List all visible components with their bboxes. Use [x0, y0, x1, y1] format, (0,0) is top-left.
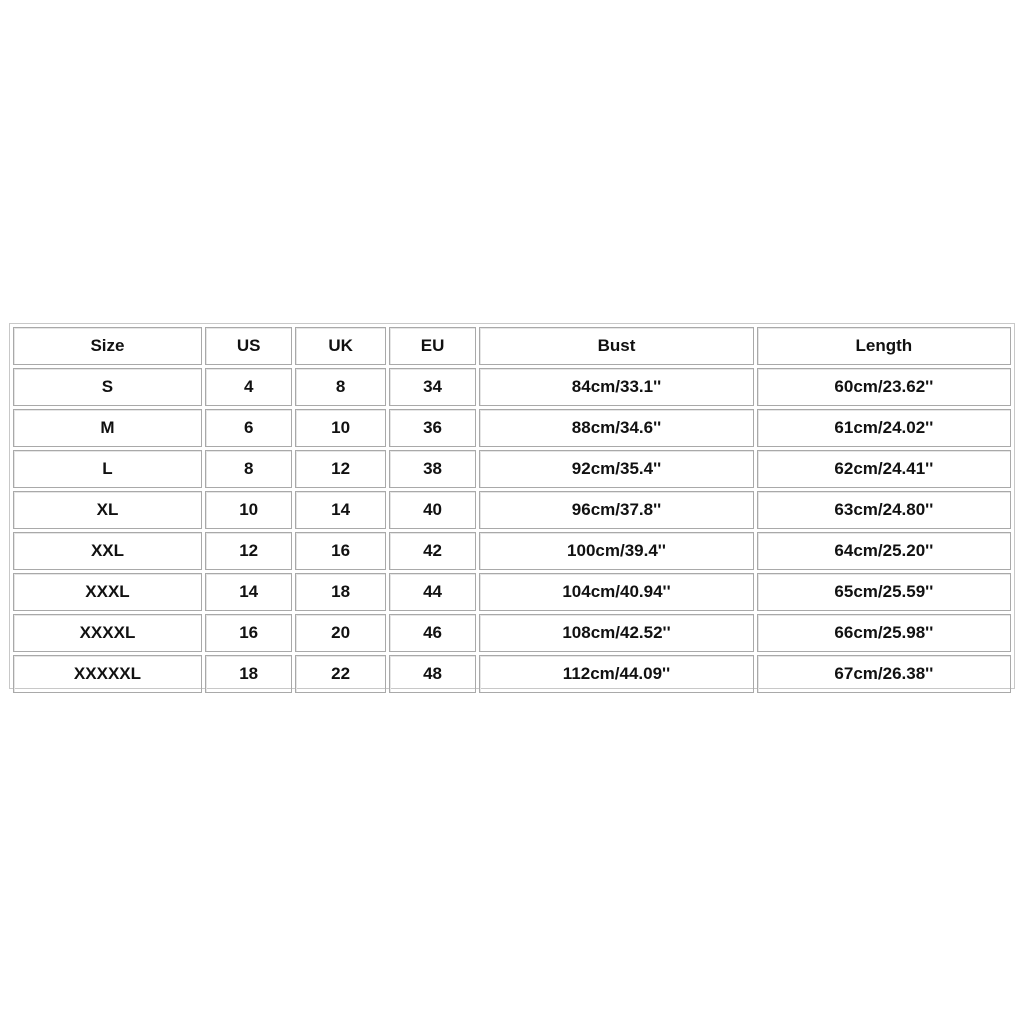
cell-bust: 104cm/40.94''	[479, 573, 753, 611]
table-row	[13, 532, 1011, 570]
header-bust: Bust	[479, 327, 753, 365]
cell-size: XXL	[13, 532, 202, 570]
cell-size: S	[13, 368, 202, 406]
cell-length: 60cm/23.62''	[757, 368, 1011, 406]
cell-us: 14	[205, 573, 292, 611]
header-eu: EU	[389, 327, 476, 365]
cell-eu: 34	[389, 368, 476, 406]
cell-length: 62cm/24.41''	[757, 450, 1011, 488]
cell-eu: 48	[389, 655, 476, 693]
cell-bust: 112cm/44.09''	[479, 655, 753, 693]
cell-size: XL	[13, 491, 202, 529]
cell-length: 65cm/25.59''	[757, 573, 1011, 611]
cell-uk: 12	[295, 450, 385, 488]
cell-uk: 18	[295, 573, 385, 611]
cell-uk: 8	[295, 368, 385, 406]
cell-bust: 108cm/42.52''	[479, 614, 753, 652]
table-row	[13, 491, 1011, 529]
cell-eu: 36	[389, 409, 476, 447]
table-row	[13, 368, 1011, 406]
size-table	[10, 324, 1014, 696]
cell-length: 61cm/24.02''	[757, 409, 1011, 447]
cell-eu: 42	[389, 532, 476, 570]
cell-length: 66cm/25.98''	[757, 614, 1011, 652]
cell-eu: 46	[389, 614, 476, 652]
cell-eu: 44	[389, 573, 476, 611]
table-row	[13, 614, 1011, 652]
cell-us: 6	[205, 409, 292, 447]
cell-uk: 10	[295, 409, 385, 447]
cell-length: 64cm/25.20''	[757, 532, 1011, 570]
cell-us: 18	[205, 655, 292, 693]
header-size: Size	[13, 327, 202, 365]
cell-eu: 40	[389, 491, 476, 529]
table-row	[13, 450, 1011, 488]
cell-bust: 92cm/35.4''	[479, 450, 753, 488]
cell-us: 16	[205, 614, 292, 652]
table-row	[13, 655, 1011, 693]
header-uk: UK	[295, 327, 385, 365]
header-us: US	[205, 327, 292, 365]
cell-size: XXXL	[13, 573, 202, 611]
size-chart	[9, 323, 1015, 689]
cell-size: M	[13, 409, 202, 447]
cell-uk: 22	[295, 655, 385, 693]
cell-eu: 38	[389, 450, 476, 488]
cell-uk: 16	[295, 532, 385, 570]
cell-uk: 20	[295, 614, 385, 652]
table-header-row	[13, 327, 1011, 365]
cell-us: 10	[205, 491, 292, 529]
cell-bust: 84cm/33.1''	[479, 368, 753, 406]
cell-uk: 14	[295, 491, 385, 529]
cell-size: XXXXXL	[13, 655, 202, 693]
table-row	[13, 409, 1011, 447]
cell-us: 4	[205, 368, 292, 406]
header-length: Length	[757, 327, 1011, 365]
cell-size: XXXXL	[13, 614, 202, 652]
cell-bust: 96cm/37.8''	[479, 491, 753, 529]
cell-length: 63cm/24.80''	[757, 491, 1011, 529]
table-row	[13, 573, 1011, 611]
cell-size: L	[13, 450, 202, 488]
cell-us: 12	[205, 532, 292, 570]
cell-bust: 100cm/39.4''	[479, 532, 753, 570]
cell-bust: 88cm/34.6''	[479, 409, 753, 447]
cell-length: 67cm/26.38''	[757, 655, 1011, 693]
cell-us: 8	[205, 450, 292, 488]
